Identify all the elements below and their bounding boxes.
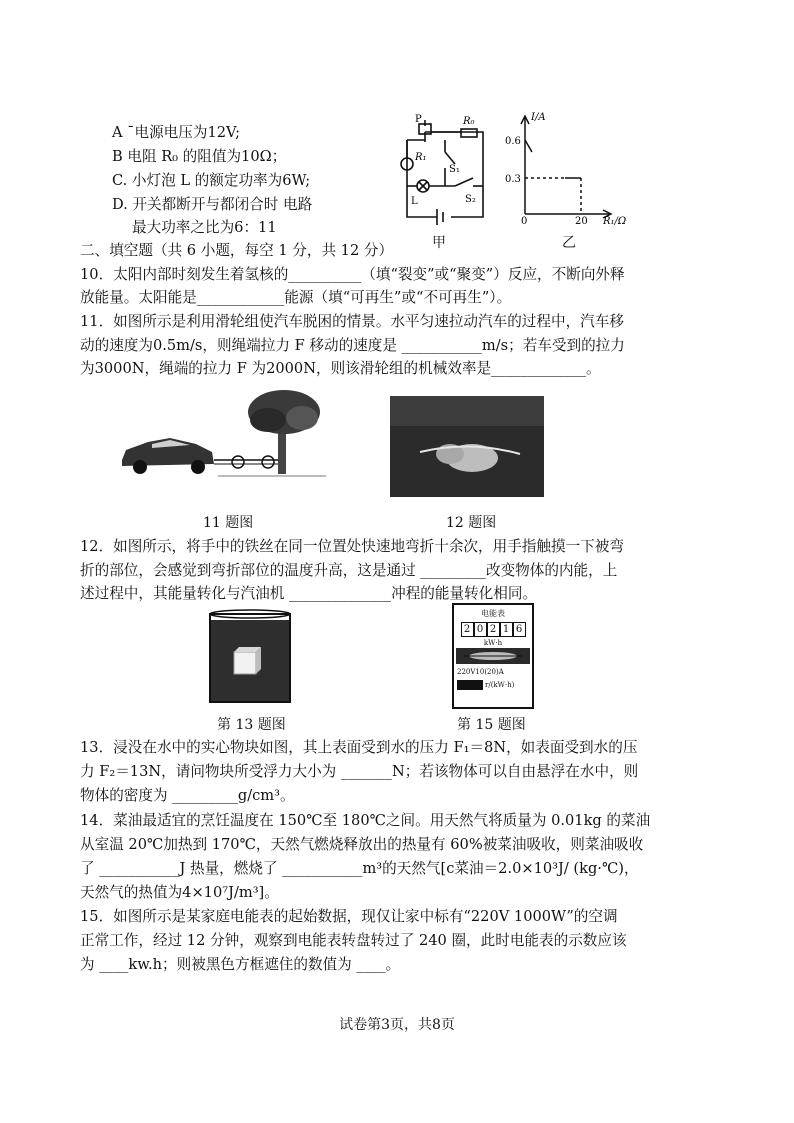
y-tick-0-6: 0.6: [505, 136, 521, 147]
q14-line-3: 了 ___________J 热量，燃烧了 ___________m³的天然气[c菜油＝2.0×10³J/ (kg·℃)，: [80, 860, 639, 877]
q11-line-3: 为3000N，绳端的拉力 F 为2000N，则该滑轮组的机械效率是_____________。: [80, 360, 601, 377]
q14-line-1: 14．菜油最适宜的烹饪温度在 150℃至 180℃之间。用天然气将质量为 0.01kg 的菜油: [80, 812, 651, 829]
y-axis-label: I/A: [531, 112, 546, 123]
q9-option-c: C. 小灯泡 L 的额定功率为6W;: [112, 172, 311, 189]
q11-line-1: 11．如图所示是利用滑轮组使汽车脱困的情景。水平匀速拉动汽车的过程中，汽车移: [80, 313, 624, 330]
q13-line-3: 物体的密度为 _________g/cm³。: [80, 787, 295, 804]
q15-line-3: 为 ____kw.h；则被黑色方框遮住的数值为 ____。: [80, 956, 401, 973]
q13-line-1: 13．浸没在水中的实心物块如图，其上表面受到水的压力 F₁＝8N，如表面受到水的压: [80, 739, 638, 756]
label-s1: S₁: [449, 164, 460, 175]
graph-caption: 乙: [562, 235, 576, 251]
meter-constant: [454, 680, 532, 690]
q15-line-1: 15．如图所示是某家庭电能表的起始数据，现仅让家中标有“220V 1000W”的空调: [80, 908, 618, 925]
q9-option-a: A ˉ电源电压为12V;: [112, 124, 241, 141]
circuit-diagram: [395, 112, 505, 242]
q12-line-3: 述过程中，其能量转化与汽油机 ______________冲程的能量转化相同。: [80, 585, 538, 602]
hidden-value-box: [457, 680, 483, 690]
y-tick-0-3: 0.3: [505, 174, 521, 185]
q12-line-2: 折的部位，会感觉到弯折部位的温度升高，这是通过 _________改变物体的内能，上: [80, 562, 618, 579]
q9-option-d: D. 开关都断开与都闭合时 电路: [112, 196, 313, 213]
fig-12-caption: 12 题图: [446, 515, 497, 531]
meter-rev-unit: r/(kW·h): [485, 681, 515, 689]
submerged-block-figure: [206, 606, 294, 706]
label-r0: R₀: [463, 116, 475, 127]
meter-digit: 2: [487, 622, 500, 637]
q13-line-2: 力 F₂＝13N，请问物块所受浮力大小为 _______N；若该物体可以自由悬浮在水中，则: [80, 763, 639, 780]
q10-line-1: 10．太阳内部时刻发生着氢核的__________（填“裂变”或“聚变”）反应，不断向外释: [80, 266, 625, 283]
q9-option-d-cont: 最大功率之比为6：11: [132, 219, 277, 236]
fig-11-caption: 11 题图: [203, 515, 254, 531]
label-p: P: [415, 114, 422, 125]
electricity-meter: [452, 603, 534, 709]
q11-line-2: 动的速度为0.5m/s，则绳端拉力 F 移动的速度是 ___________m/s；若车受到的拉力: [80, 337, 625, 354]
car-pulley-figure: [118, 388, 330, 488]
meter-digits: [454, 622, 532, 637]
x-tick-20: 20: [575, 216, 588, 227]
page-footer: 试卷第3页，共8页: [339, 1017, 455, 1033]
meter-disc-icon: [456, 648, 530, 664]
label-r1: R₁: [415, 152, 427, 163]
label-s2: S₂: [465, 194, 476, 205]
section-2-header: 二、填空题（共 6 小题，每空 1 分，共 12 分）: [80, 242, 394, 259]
meter-digit: 1: [500, 622, 513, 637]
meter-digit: 0: [474, 622, 487, 637]
q14-line-4: 天然气的热值为4×10⁷J/m³]。: [80, 884, 279, 901]
q9-option-b: B 电阻 R₀ 的阻值为10Ω；: [112, 148, 287, 165]
q12-line-1: 12．如图所示，将手中的铁丝在同一位置处快速地弯折十余次，用手指触摸一下被弯: [80, 538, 624, 555]
bending-wire-photo: [390, 396, 544, 497]
meter-digit: 6: [513, 622, 526, 637]
fig-15-caption: 第 15 题图: [457, 717, 526, 733]
meter-digit: 2: [461, 622, 474, 637]
current-resistance-graph: [505, 112, 635, 227]
fig-13-caption: 第 13 题图: [217, 717, 286, 733]
q10-line-2: 放能量。太阳能是____________能源（填“可再生”或“不可再生”）。: [80, 289, 512, 306]
meter-unit: kW·h: [483, 639, 503, 647]
circuit-caption: 甲: [432, 235, 446, 251]
meter-rating: 220V10(20)A: [457, 668, 504, 676]
x-axis-label: R₁/Ω: [603, 216, 627, 227]
q15-line-2: 正常工作，经过 12 分钟，观察到电能表转盘转过了 240 圈，此时电能表的示数应该: [80, 932, 627, 949]
meter-title: 电能表: [481, 609, 505, 618]
label-l: L: [411, 196, 418, 207]
q14-line-2: 从室温 20℃加热到 170℃，天然气燃烧释放出的热量有 60%被菜油吸收，则菜油吸收: [80, 836, 644, 853]
x-tick-0: 0: [521, 216, 528, 227]
